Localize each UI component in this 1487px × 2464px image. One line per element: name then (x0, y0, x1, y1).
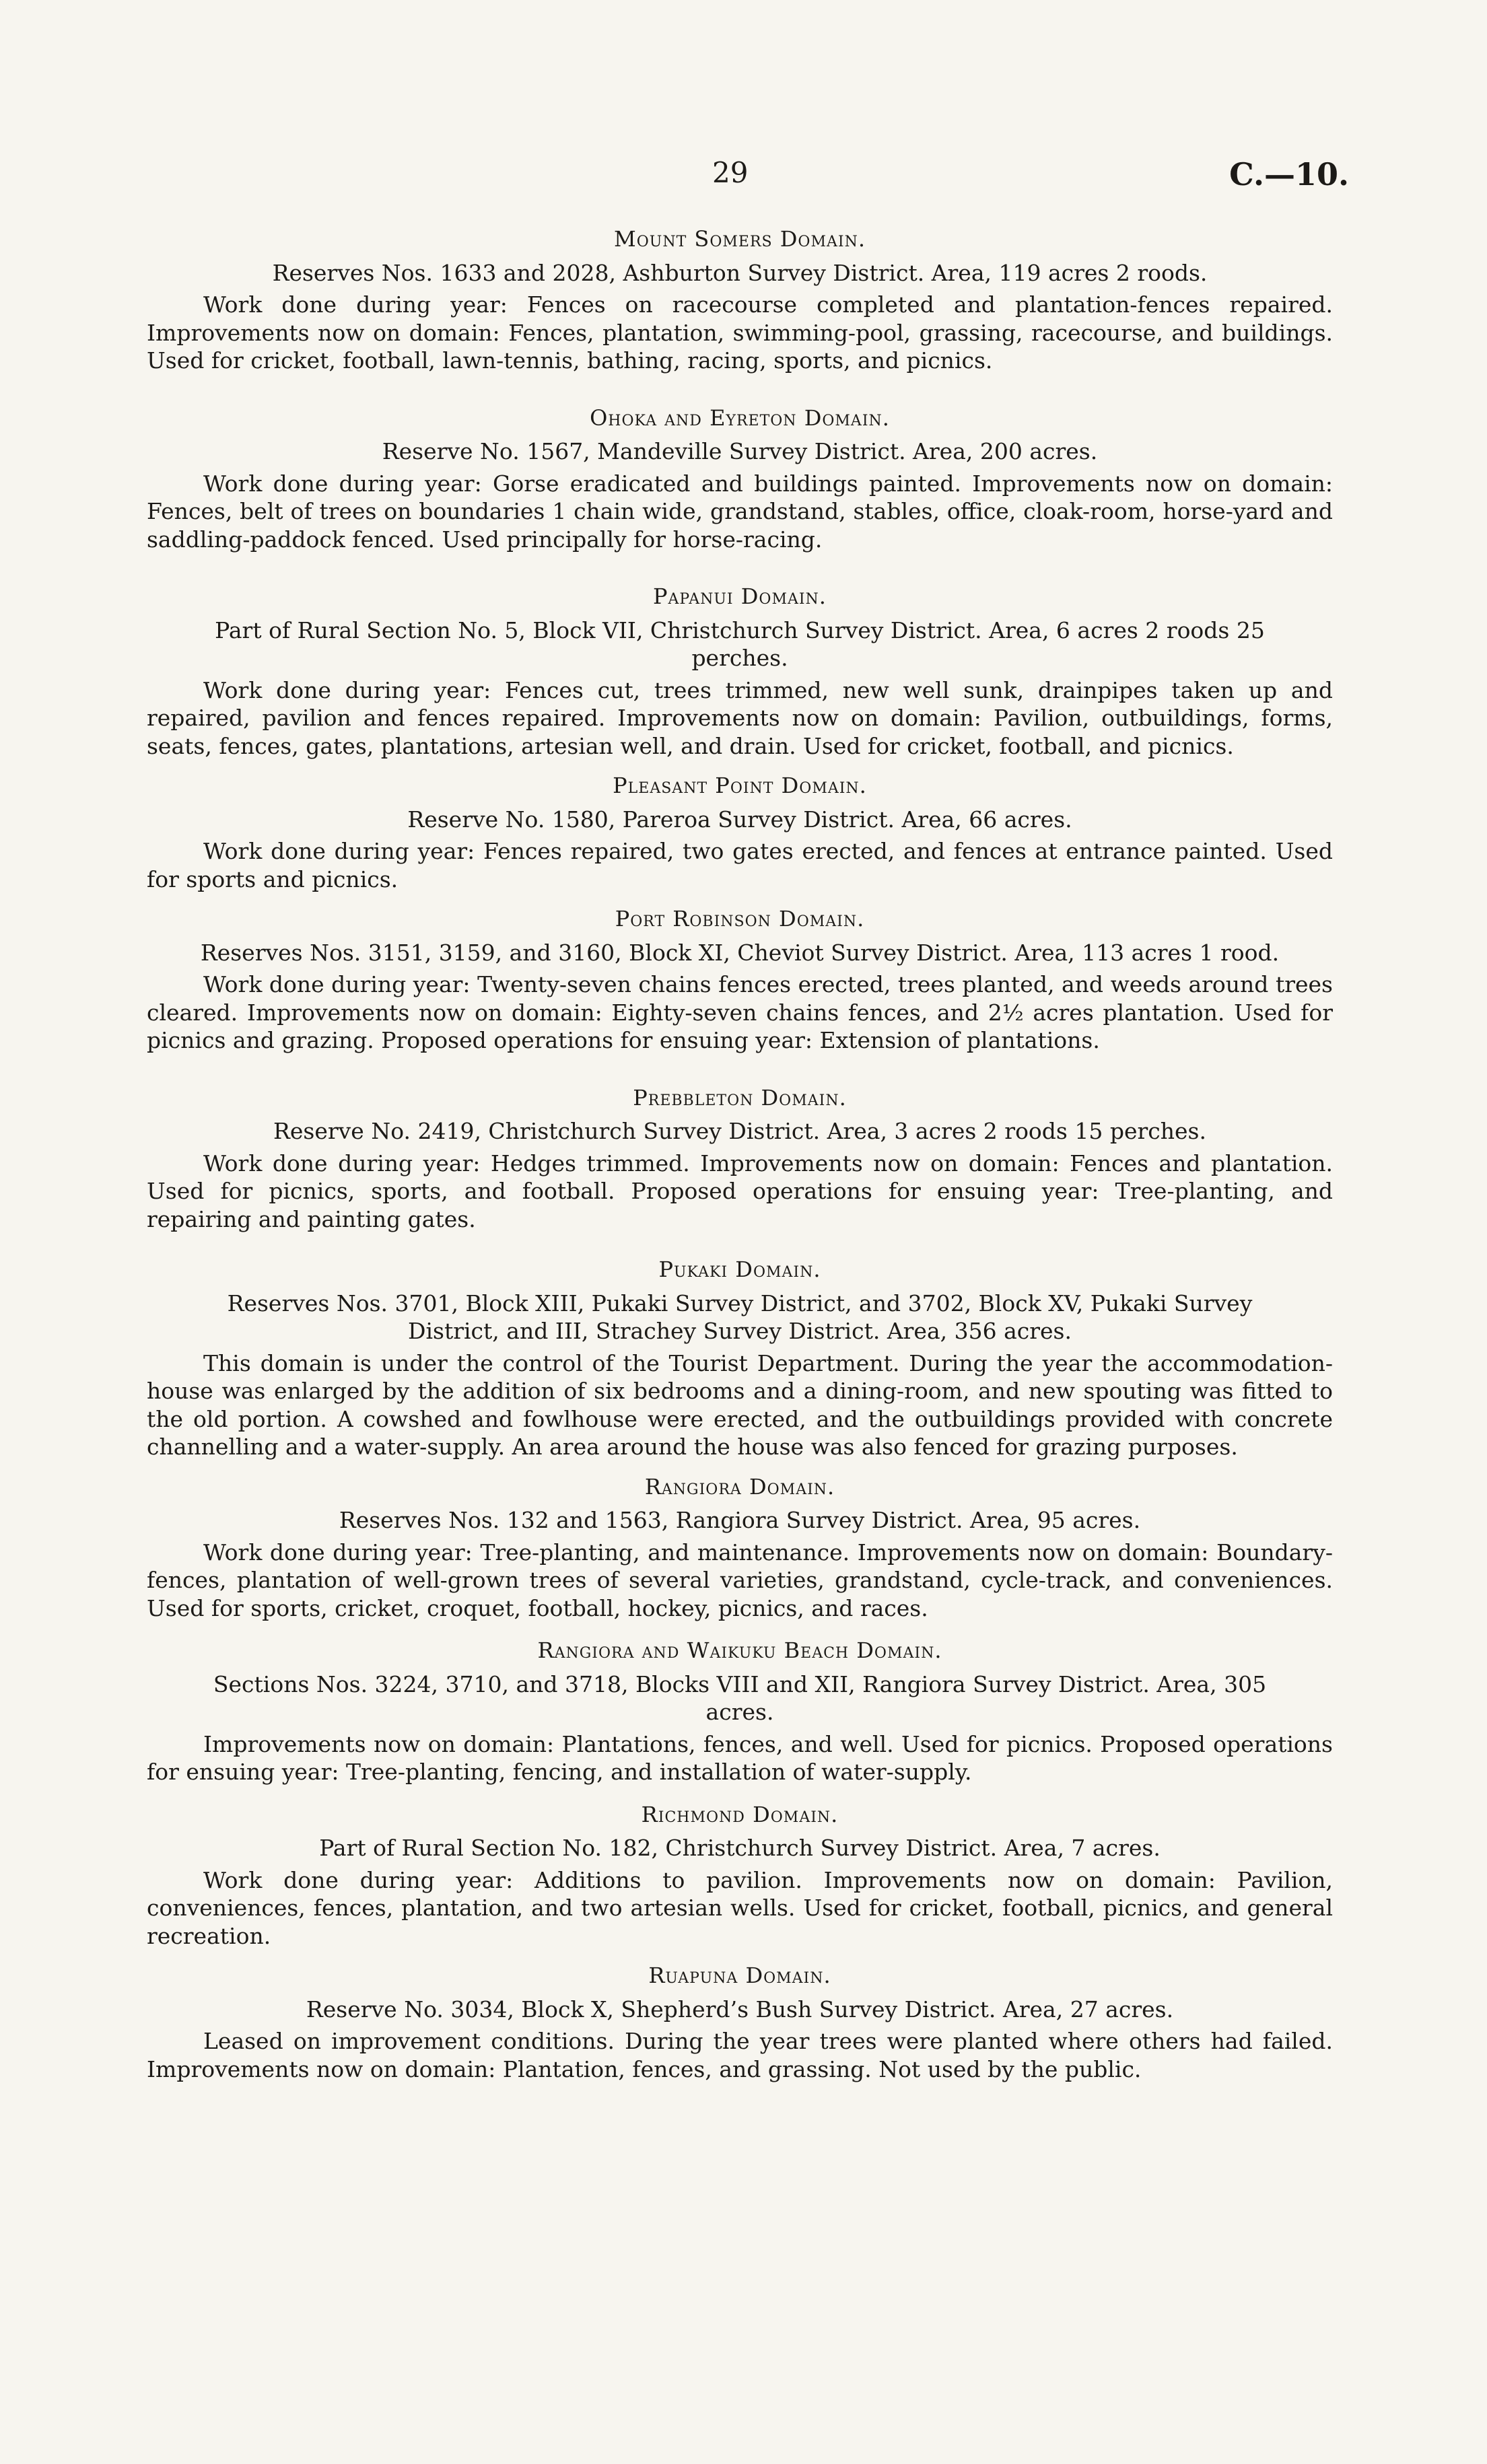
domain-reference: Reserves Nos. 132 and 1563, Rangiora Survey District. Area, 95 acres. (339, 1507, 1141, 1533)
domain-reference: Part of Rural Section No. 5, Block VII, Christchurch Survey District. Area, 6 acres 2 roods 25 perches. (215, 617, 1265, 671)
domain-section-rangiora-waikuku (147, 1637, 1333, 1786)
domain-description: Leased on improvement conditions. During the year trees were planted where others had failed. Improvements now on domain: Plantation, fences, and grassing. Not used by the public. (147, 2028, 1333, 2082)
page-content (147, 225, 1333, 2083)
domain-description: Work done during year: Additions to pavilion. Improvements now on domain: Pavilion, conveniences, fences, plantation, and two artesian wells. Used for cricket, football, picnics, and general recreation. (147, 1866, 1333, 1949)
domain-title: Mount Somers Domain. (613, 226, 866, 252)
domain-title: Pukaki Domain. (658, 1257, 821, 1282)
domain-description: Work done during year: Fences on racecourse completed and plantation-fences repaired. Improvements now on domain: Fences, plantation, swimming-pool, grassing, racecourse, and buildings. Used for cricket, football, lawn-tennis, bathing, racing, sports, and picnics. (147, 291, 1333, 374)
domain-description: Work done during year: Tree-planting, and maintenance. Improvements now on domain: Boundary-fences, plantation of well-grown trees of several varieties, grandstand, cycle-track, and conveniences. Used for sports, cricket, croquet, football, hockey, picnics, and races. (147, 1539, 1333, 1621)
domain-section-ruapuna (147, 1962, 1333, 2083)
domain-section-rangiora (147, 1473, 1333, 1623)
domain-title: Rangiora and Waikuku Beach Domain. (537, 1638, 942, 1663)
domain-reference: Reserves Nos. 3151, 3159, and 3160, Block XI, Cheviot Survey District. Area, 113 acres 1 rood. (200, 939, 1280, 966)
domain-section-port-robinson (147, 905, 1333, 1055)
domain-description: Work done during year: Hedges trimmed. Improvements now on domain: Fences and plantation. Used for picnics, sports, and football. Proposed operations for ensuing year: Tree-planting, and repairing and painting gates. (147, 1150, 1333, 1232)
domain-reference: Reserves Nos. 3701, Block XIII, Pukaki Survey District, and 3702, Block XV, Pukaki Survey District, and III, Strachey Survey District. Area, 356 acres. (227, 1290, 1253, 1344)
domain-title: Ruapuna Domain. (648, 1963, 831, 1988)
domain-reference: Sections Nos. 3224, 3710, and 3718, Blocks VIII and XII, Rangiora Survey District. Area, 305 acres. (213, 1670, 1267, 1725)
domain-title: Rangiora Domain. (644, 1473, 835, 1500)
domain-section-richmond (147, 1801, 1333, 1950)
domain-title: Port Robinson Domain. (615, 906, 865, 931)
domain-reference: Reserve No. 1567, Mandeville Survey District. Area, 200 acres. (382, 438, 1098, 464)
domain-description: Improvements now on domain: Plantations, fences, and well. Used for picnics. Proposed operations for ensuing year: Tree-planting, fencing, and installation of water-supply. (147, 1730, 1333, 1785)
domain-reference: Part of Rural Section No. 182, Christchurch Survey District. Area, 7 acres. (319, 1835, 1161, 1861)
page-header (0, 156, 1487, 197)
domain-description: Work done during year: Gorse eradicated and buildings painted. Improvements now on domain: Fences, belt of trees on boundaries 1 chain wide, grandstand, stables, office, cloak-room, horse-yard and saddling-paddock fenced. Used principally for horse-racing. (147, 470, 1333, 553)
domain-description: Work done during year: Fences cut, trees trimmed, new well sunk, drainpipes taken up and repaired, pavilion and fences repaired. Improvements now on domain: Pavilion, outbuildings, forms, seats, fences, gates, plantations, artesian well, and drain. Used for cricket, football, and picnics. (147, 676, 1333, 759)
domain-section-mount-somers (147, 225, 1333, 375)
domain-description: Work done during year: Fences repaired, two gates erected, and fences at entrance painted. Used for sports and picnics. (147, 838, 1333, 892)
domain-description: Work done during year: Twenty-seven chains fences erected, trees planted, and weeds around trees cleared. Improvements now on domain: Eighty-seven chains fences, and 2½ acres plantation. Used for picnics and grazing. Proposed operations for ensuing year: Extension of plantations. (147, 971, 1333, 1053)
domain-title: Pleasant Point Domain. (613, 773, 867, 798)
domain-reference: Reserve No. 2419, Christchurch Survey District. Area, 3 acres 2 roods 15 perches. (273, 1118, 1206, 1144)
domain-section-pukaki (147, 1256, 1333, 1461)
domain-title: Richmond Domain. (641, 1801, 839, 1827)
domain-title: Prebbleton Domain. (633, 1084, 847, 1111)
domain-section-pleasant-point (147, 772, 1333, 893)
document-reference: C.—10. (1229, 156, 1349, 192)
domain-reference: Reserve No. 1580, Pareroa Survey District. Area, 66 acres. (407, 806, 1072, 833)
domain-section-prebbleton (147, 1084, 1333, 1234)
domain-title: Ohoka and Eyreton Domain. (590, 404, 890, 431)
domain-reference: Reserves Nos. 1633 and 2028, Ashburton Survey District. Area, 119 acres 2 roods. (272, 259, 1208, 286)
domain-description: This domain is under the control of the Tourist Department. During the year the accommodation-house was enlarged by the addition of six bedrooms and a dining-room, and new spouting was fitted to the old portion. A cowshed and fowlhouse were erected, and the outbuildings provided with concrete channelling and a water-supply. An area around the house was also fenced for grazing purposes. (147, 1349, 1333, 1460)
domain-section-ohoka-eyreton (147, 404, 1333, 554)
domain-title: Papanui Domain. (653, 584, 827, 609)
domain-section-papanui (147, 583, 1333, 760)
page-number: 29 (712, 156, 749, 189)
domain-reference: Reserve No. 3034, Block X, Shepherd’s Bush Survey District. Area, 27 acres. (306, 1996, 1174, 2022)
